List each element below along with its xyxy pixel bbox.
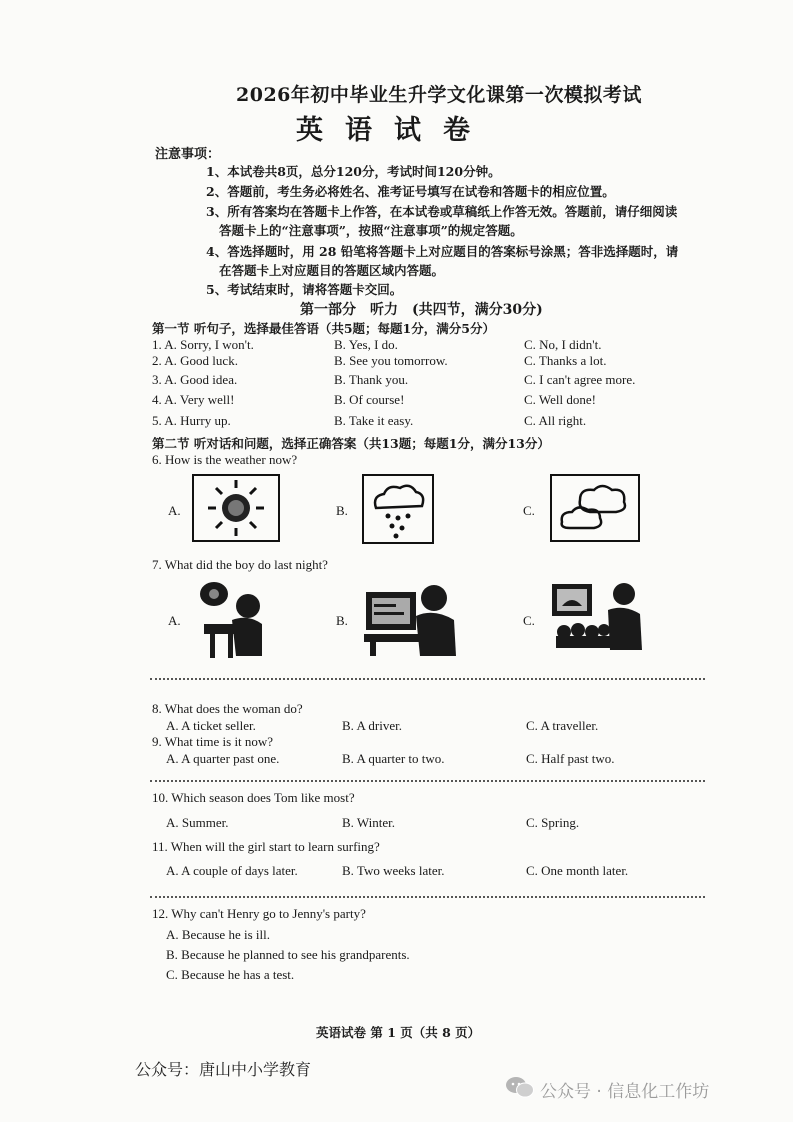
exam-subtitle: 英语试卷 — [296, 115, 492, 146]
cooking-icon — [190, 578, 276, 660]
q6-label-b: B. — [336, 503, 348, 518]
q8-option-c: C. A traveller. — [526, 718, 599, 733]
q4-option-b: B. Of course! — [334, 392, 405, 407]
q9-option-a: A. A quarter past one. — [166, 751, 280, 766]
sunny-icon — [192, 474, 280, 542]
q2-option-a: 2. A. Good luck. — [152, 353, 238, 368]
q8-stem: 8. What does the woman do? — [152, 701, 303, 716]
q4-option-a: 4. A. Very well! — [152, 392, 235, 407]
q5-option-c: C. All right. — [524, 413, 587, 428]
exam-title: 2026年初中毕业生升学文化课第一次模拟考试 — [236, 84, 642, 106]
q7-label-c: C. — [523, 613, 535, 628]
watermark-brand: 公众号 · 信息化工作坊 — [540, 1082, 710, 1102]
q6-label-c: C. — [523, 503, 535, 518]
q5-option-b: B. Take it easy. — [334, 413, 414, 428]
q10-stem: 10. Which season does Tom like most? — [152, 790, 355, 805]
q12-option-c: C. Because he has a test. — [166, 967, 295, 982]
q3-option-b: B. Thank you. — [334, 372, 409, 387]
part1-title: 第一部分 听力 (共四节，满分30分) — [300, 302, 543, 318]
q6-stem: 6. How is the weather now? — [152, 452, 298, 467]
note-item: 1、本试卷共8页，总分120分，考试时间120分钟。 — [206, 164, 501, 179]
q1-option-b: B. Yes, I do. — [334, 337, 398, 352]
q3-option-c: C. I can't agree more. — [524, 372, 636, 387]
q7-stem: 7. What did the boy do last night? — [152, 557, 328, 572]
q2-option-c: C. Thanks a lot. — [524, 353, 607, 368]
q7-label-b: B. — [336, 613, 348, 628]
divider — [150, 780, 705, 782]
q1-option-a: 1. A. Sorry, I won't. — [152, 337, 254, 352]
q10-option-b: B. Winter. — [342, 815, 396, 830]
section2-heading: 第二节 听对话和问题，选择正确答案（共13题；每题1分，满分13分） — [152, 436, 550, 451]
rainy-icon — [362, 474, 434, 544]
movie-icon — [550, 580, 646, 656]
note-item: 答题卡上的“注意事项”，按照“注意事项”的规定答题。 — [219, 223, 523, 238]
q7-label-a: A. — [168, 613, 181, 628]
q11-option-a: A. A couple of days later. — [166, 863, 298, 878]
watermark-account: 公众号：唐山中小学教育 — [135, 1060, 312, 1079]
note-item: 4、答选择题时，用 28 铅笔将答题卡上对应题目的答案标号涂黑；答非选择题时，请 — [206, 244, 679, 259]
q3-option-a: 3. A. Good idea. — [152, 372, 238, 387]
q2-option-b: B. See you tomorrow. — [334, 353, 448, 368]
note-item: 5、考试结束时，请将答题卡交回。 — [206, 282, 403, 297]
computer-icon — [364, 580, 460, 656]
q8-option-b: B. A driver. — [342, 718, 402, 733]
q9-option-b: B. A quarter to two. — [342, 751, 445, 766]
q12-stem: 12. Why can't Henry go to Jenny's party? — [152, 906, 366, 921]
page-footer: 英语试卷 第 1 页（共 8 页） — [316, 1025, 481, 1040]
q5-option-a: 5. A. Hurry up. — [152, 413, 231, 428]
q1-option-c: C. No, I didn't. — [524, 337, 602, 352]
section1-heading: 第一节 听句子，选择最佳答语（共5题；每题1分，满分5分） — [152, 321, 495, 336]
note-item: 在答题卡上对应题目的答题区域内答题。 — [219, 263, 445, 278]
q9-stem: 9. What time is it now? — [152, 734, 274, 749]
q4-option-c: C. Well done! — [524, 392, 597, 407]
note-item: 2、答题前，考生务必将姓名、准考证号填写在试卷和答题卡的相应位置。 — [206, 184, 615, 199]
q11-stem: 11. When will the girl start to learn surfing? — [152, 839, 380, 854]
note-item: 3、所有答案均在答题卡上作答，在本试卷或草稿纸上作答无效。答题前，请仔细阅读 — [206, 204, 678, 219]
q12-option-a: A. Because he is ill. — [166, 927, 270, 942]
wechat-icon — [505, 1075, 535, 1099]
q6-label-a: A. — [168, 503, 181, 518]
q8-option-a: A. A ticket seller. — [166, 718, 256, 733]
q12-option-b: B. Because he planned to see his grandparents. — [166, 947, 410, 962]
q10-option-c: C. Spring. — [526, 815, 580, 830]
notes-heading: 注意事项： — [155, 147, 221, 162]
divider — [150, 678, 705, 680]
divider — [150, 896, 705, 898]
q11-option-c: C. One month later. — [526, 863, 629, 878]
q10-option-a: A. Summer. — [166, 815, 229, 830]
q9-option-c: C. Half past two. — [526, 751, 615, 766]
q11-option-b: B. Two weeks later. — [342, 863, 445, 878]
cloudy-icon — [550, 474, 640, 542]
